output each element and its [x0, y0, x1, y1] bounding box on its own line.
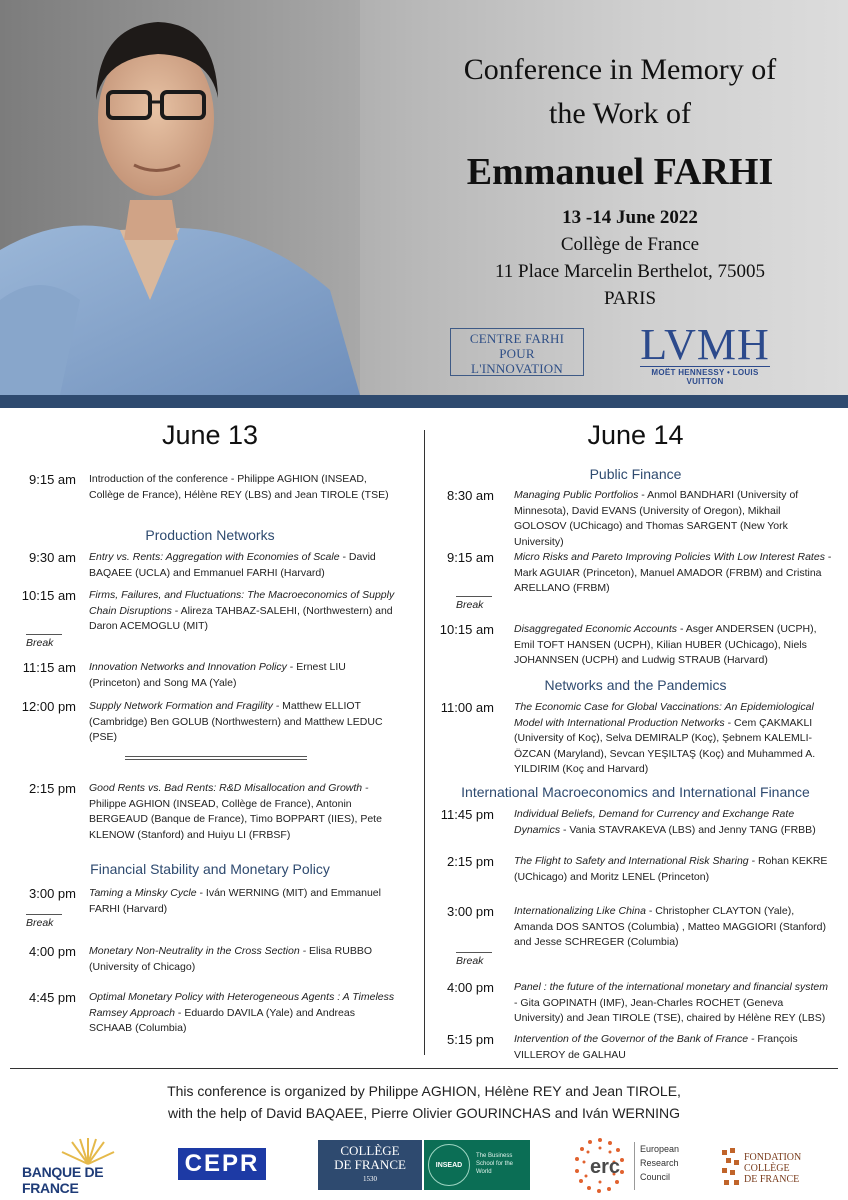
session-title: Entry vs. Rents: Aggregation with Economies of Scale [89, 551, 340, 563]
session-title: Internationalizing Like China [514, 905, 646, 917]
session-speakers: - Asger ANDERSEN (UCPH), Emil TOFT HANSEN (UCPH), Kilian HUBER (UChicago), Niels JOHANNSEN (UCPH) and Ludwig STRAUB (Harvard) [514, 623, 817, 666]
session-desc [89, 886, 400, 917]
lvmh-subline: MOËT HENNESSY • LOUIS VUITTON [640, 366, 770, 386]
session-row [20, 944, 400, 975]
organizers-line-1: This conference is organized by Philippe AGHION, Hélène REY and Jean TIROLE, [167, 1083, 681, 1099]
column-divider [424, 430, 425, 1055]
session-speakers: François VILLEROY de GALHAU [514, 1033, 798, 1061]
session-speakers: Matthew ELLIOT (Cambridge) Ben GOLUB (Northwestern) and Matthew LEDUC (PSE) [89, 700, 383, 743]
session-speakers: - Rohan KEKRE (UChicago) and Moritz LENEL (Princeton) [514, 855, 828, 883]
session-row [20, 660, 400, 691]
session-row [20, 990, 400, 1037]
lvmh-logo [640, 320, 770, 386]
session-title: Monetary Non-Neutrality in the Cross Section - [89, 945, 307, 957]
break-label: Break [26, 634, 62, 649]
session-title: Taming a Minsky Cycle [89, 887, 197, 899]
sponsor-logos [0, 1130, 848, 1200]
session-desc [514, 550, 833, 597]
insead-mark: INSEAD [428, 1144, 470, 1186]
session-time: 4:45 pm [29, 990, 76, 1005]
session-row [438, 904, 833, 951]
session-time: 10:15 am [21, 588, 76, 603]
organizers-line-2: with the help of David BAQAEE, Pierre Olivier GOURINCHAS and Iván WERNING [168, 1105, 680, 1121]
lvmh-wordmark: LVMH [640, 320, 770, 369]
session-desc [89, 781, 400, 843]
session-title: Innovation Networks and Innovation Policy [89, 661, 287, 673]
session-row [20, 699, 400, 746]
section-international-macro: International Macroeconomics and International Finance [461, 784, 810, 800]
session-row [438, 1032, 833, 1063]
session-desc [514, 807, 833, 838]
day2-title: June 14 [587, 420, 684, 450]
cdf-line-2: DE FRANCE [334, 1157, 406, 1172]
conference-title [420, 48, 820, 202]
session-row [438, 980, 833, 1027]
event-date: 13 -14 June 2022 [562, 207, 698, 228]
banque-de-france-logo [22, 1140, 152, 1196]
honoree-name: Emmanuel FARHI [466, 151, 774, 193]
session-desc [89, 944, 400, 975]
session-speakers: - Ernest LIU (Princeton) and Song MA (Yale) [89, 661, 346, 689]
session-speakers: - Gita GOPINATH (IMF), Jean-Charles ROCHET (Geneva University) and Jean TIROLE (TSE), chaired by Hélène REY (LBS) [514, 996, 826, 1024]
fondation-text [744, 1152, 801, 1185]
session-row [438, 700, 833, 778]
session-row [438, 550, 833, 597]
break-label: Break [456, 952, 492, 967]
session-time: 3:00 pm [447, 904, 494, 919]
header-banner [0, 0, 848, 395]
session-row [20, 588, 400, 635]
erc-label-2: Research [640, 1158, 679, 1168]
erc-label-3: Council [640, 1172, 671, 1182]
section-networks-pandemics: Networks and the Pandemics [544, 677, 727, 693]
session-speakers: - Alireza TAHBAZ-SALEHI, (Northwestern) and Daron ACEMOGLU (MIT) [89, 604, 393, 632]
college-de-france-logo [318, 1140, 422, 1190]
session-time: 4:00 pm [447, 980, 494, 995]
insead-tagline: The Business School for the World [476, 1153, 514, 1175]
centre-farhi-logo [450, 328, 584, 376]
session-title: The Flight to Safety and International Risk Sharing [514, 855, 749, 867]
session-desc [514, 700, 833, 778]
insead-logo [424, 1140, 530, 1190]
session-time: 4:00 pm [29, 944, 76, 959]
session-title: Firms, Failures, and Fluctuations: The Macroeconomics of Supply Chain Disruptions [89, 589, 395, 617]
session-title: Good Rents vs. Bad Rents: R&D Misallocation and Growth - [89, 782, 369, 794]
session-time: 11:00 am [440, 700, 494, 715]
section-financial-stability: Financial Stability and Monetary Policy [90, 861, 330, 877]
fondation-line-2: COLLÈGE [744, 1163, 790, 1174]
footer-rule [10, 1068, 838, 1069]
session-speakers: - Eduardo DAVILA (Yale) and Andreas SCHAAB (Columbia) [89, 1006, 355, 1034]
session-row [438, 488, 833, 550]
session-speakers: - Anmol BANDHARI (University of Minnesota), David EVANS (University of Oregon), Mikhail GOLOSOV (UChicago) and Thomas SARGENT (New York University) [514, 489, 799, 548]
session-title: Individual Beliefs, Demand for Currency and Exchange Rate Dynamics [514, 808, 795, 836]
session-title: Supply Network Formation and Fragility - [89, 700, 280, 712]
session-title: Intervention of the Governor of the Bank of France - [514, 1033, 755, 1045]
session-title: Optimal Monetary Policy with Heterogeneous Agents : A Timeless Ramsey Approach [89, 991, 395, 1019]
banque-de-france-text: BANQUE DE FRANCE [22, 1164, 104, 1196]
session-desc [514, 622, 833, 669]
session-title: The Economic Case for Global Vaccinations: An Epidemiological Model with International Production Networks [514, 701, 814, 729]
erc-wordmark: erc [590, 1156, 621, 1178]
session-desc [514, 1032, 833, 1063]
session-speakers: - Cem ÇAKMAKLI (University of Koç), Selva DEMIRALP (Koç), Şebnem KALEMLI-ÖZCAN (Maryland), Sevcan YEŞILTAŞ (Koç) and Muhammed A. YILDIRIM (Koç and Harvard) [514, 716, 816, 775]
title-line-1: Conference in Memory of [463, 53, 777, 86]
session-time: 9:15 am [447, 550, 494, 565]
session-title: Disaggregated Economic Accounts [514, 623, 678, 635]
session-desc [89, 550, 400, 581]
session-time: 8:30 am [447, 488, 494, 503]
event-details [430, 204, 830, 312]
session-title: Panel : the future of the international monetary and financial system [514, 981, 829, 993]
session-time: 9:15 am [29, 472, 76, 487]
event-address: 11 Place Marcelin Berthelot, 75005 [495, 261, 765, 282]
session-desc [89, 472, 400, 503]
session-desc [89, 588, 400, 635]
session-row [20, 781, 400, 843]
event-venue: Collège de France [560, 234, 700, 255]
session-title: Micro Risks and Pareto Improving Policies With Low Interest Rates [514, 551, 825, 563]
session-time: 10:15 am [439, 622, 494, 637]
session-desc [89, 660, 400, 691]
section-production-networks: Production Networks [145, 527, 275, 543]
title-line-2: the Work of [548, 97, 691, 130]
session-desc [89, 699, 400, 746]
fondation-mark-icon [720, 1146, 742, 1190]
fondation-college-de-france-logo [720, 1136, 820, 1194]
session-speakers: - Vania STAVRAKEVA (LBS) and Jenny TANG (FRBB) [563, 823, 816, 836]
session-row [20, 886, 400, 917]
break-label: Break [26, 914, 62, 929]
session-speakers: - Philippe AGHION (INSEAD, Collège de France), Hélène REY (LBS) and Jean TIROLE (TSE) [89, 473, 389, 501]
day1-title: June 13 [161, 420, 259, 450]
session-time: 11:45 pm [440, 807, 494, 822]
session-speakers: - Iván WERNING (MIT) and Emmanuel FARHI (Harvard) [89, 887, 381, 915]
session-desc [514, 488, 833, 550]
sunburst-icon [58, 1136, 118, 1166]
session-row [438, 807, 833, 838]
centre-farhi-line-3: L'INNOVATION [471, 361, 563, 376]
session-row [20, 472, 400, 503]
section-public-finance: Public Finance [589, 466, 682, 482]
session-row [20, 550, 400, 581]
lunch-separator [125, 756, 307, 760]
session-row [438, 854, 833, 885]
centre-farhi-line-1: CENTRE FARHI [469, 331, 565, 346]
erc-divider [634, 1142, 635, 1190]
cdf-line-1: COLLÈGE [340, 1143, 400, 1158]
session-time: 2:15 pm [447, 854, 494, 869]
cepr-logo: CEPR [178, 1148, 266, 1180]
session-time: 3:00 pm [29, 886, 76, 901]
session-time: 9:30 am [29, 550, 76, 565]
cdf-year: 1530 [363, 1175, 377, 1183]
header-band [0, 395, 848, 408]
session-row [438, 622, 833, 669]
session-time: 12:00 pm [21, 699, 76, 714]
session-time: 2:15 pm [29, 781, 76, 796]
session-desc [89, 990, 400, 1037]
event-city: PARIS [603, 288, 657, 309]
session-title: Managing Public Portfolios [514, 489, 639, 501]
organizers-note [0, 1080, 848, 1124]
session-speakers: - David BAQAEE (UCLA) and Emmanuel FARHI (Harvard) [89, 551, 376, 579]
session-time: 5:15 pm [447, 1032, 494, 1047]
erc-logo [570, 1134, 740, 1196]
session-title: Introduction of the conference [89, 473, 228, 485]
session-speakers: - Mark AGUIAR (Princeton), Manuel AMADOR (FRBM) and Cristina ARELLANO (FRBM) [514, 551, 832, 594]
session-speakers: Elisa RUBBO (University of Chicago) [89, 945, 373, 973]
session-desc [514, 980, 833, 1027]
session-speakers: - Christopher CLAYTON (Yale), Amanda DOS SANTOS (Columbia) , Matteo MAGGIORI (Stanford) and Jesse SCHREGER (Columbia) [514, 905, 826, 948]
portrait-photo [0, 0, 360, 395]
erc-label [640, 1142, 679, 1184]
fondation-line-3: DE FRANCE [744, 1174, 800, 1185]
break-label: Break [456, 596, 492, 611]
session-speakers: Philippe AGHION (INSEAD, Collège de France), Antonin BERGEAUD (Banque de France), Timo BOPPART (IIES), Pete KLENOW (Stanford) and Huiyu LI (FRBSF) [89, 797, 382, 841]
centre-farhi-line-2: POUR [499, 346, 535, 361]
session-desc [514, 904, 833, 951]
session-time: 11:15 am [22, 660, 76, 675]
erc-label-1: European [640, 1144, 680, 1154]
session-desc [514, 854, 833, 885]
fondation-line-1: FONDATION [744, 1152, 802, 1163]
